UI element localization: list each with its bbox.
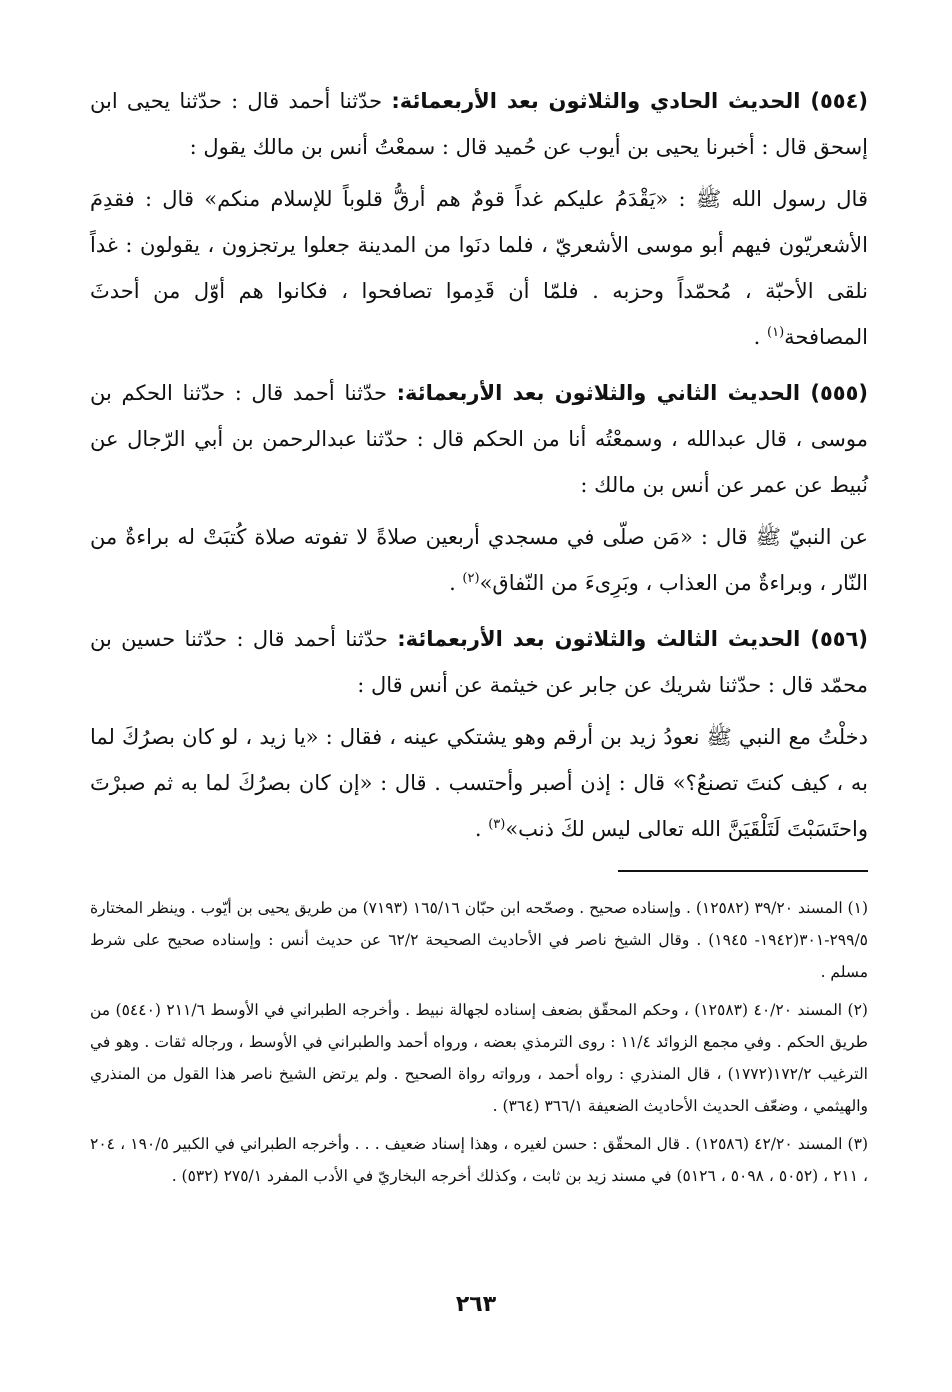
hadith-555 [90, 370, 868, 606]
hadith-554-isnad [90, 78, 868, 170]
hadith-554-isnad-text: حدّثنا أحمد قال : حدّثنا يحيى ابن إسحق قال : أخبرنا يحيى بن أيوب عن حُميد قال : سمعْتُ أنس بن مالك يقول : [90, 89, 868, 159]
hadith-555-isnad [90, 370, 868, 508]
hadith-555-heading: (٥٥٥) الحديث الثاني والثلاثون بعد الأربعمائة: [396, 381, 868, 405]
footnotes [90, 892, 868, 1192]
hadith-556-heading: (٥٥٦) الحديث الثالث والثلاثون بعد الأربعمائة: [397, 627, 868, 651]
hadith-554-matn-text: قال رسول الله ﷺ : «يَقْدَمُ عليكم غداً قومٌ هم أرقُّ قلوباً للإسلام منكم» قال : فقدِمَ الأشعريّون فيهم أبو موسى الأشعريّ ، فلما دنَوا من المدينة جعلوا يرتجزون ، يقولون : غداً نلقى الأحبّة ، مُحمّداً وحزبه . فلمّا أن قَدِموا تصافحوا ، فكانوا هم أوّل من أحدثَ المصافحة [90, 187, 868, 349]
hadith-556-isnad-text: حدّثنا أحمد قال : حدّثنا حسين بن محمّد قال : حدّثنا شريك عن جابر عن خيثمة عن أنس قال : [90, 627, 868, 697]
footnote-ref-1[interactable]: (١) [767, 325, 785, 340]
hadith-554 [90, 78, 868, 360]
hadith-556-matn-text: دخلْتُ مع النبي ﷺ نعودُ زيد بن أرقم وهو يشتكي عينه ، فقال : «يا زيد ، لو كان بصرُكَ لما به ، كيف كنتَ تصنعُ؟» قال : إذن أصبر وأحتسب . قال : «إن كان بصرُكَ لما به ثم صبرْتَ واحتَسَبْتَ لَتَلْقَيَنَّ الله تعالى ليس لكَ ذنب» [90, 725, 868, 841]
hadith-556 [90, 616, 868, 852]
hadith-556-isnad [90, 616, 868, 708]
hadith-555-matn-text: عن النبيّ ﷺ قال : «مَن صلّى في مسجدي أربعين صلاةً لا تفوته صلاة كُتبَتْ له براءةٌ من النّار ، وبراءةٌ من العذاب ، وبَرِىءَ من النّفاق» [90, 525, 868, 595]
hadith-554-matn: قال رسول الله ﷺ : «يَقْدَمُ عليكم غداً قومٌ هم أرقُّ قلوباً للإسلام منكم» قال : فقدِمَ الأشعريّون فيهم أبو موسى الأشعريّ ، فلما دنَوا من المدينة جعلوا يرتجزون ، يقولون : غداً نلقى الأحبّة ، مُحمّداً وحزبه . فلمّا أن قَدِموا تصافحوا ، فكانوا هم أوّل من أحدثَ المصافحة$^{(١)}$ . [90, 187, 868, 349]
page-number: ٢٦٣ [455, 1292, 497, 1317]
footnote-ref-3[interactable]: (٣) [488, 817, 506, 832]
hadith-554-heading: (٥٥٤) الحديث الحادي والثلاثون بعد الأربعمائة: [391, 89, 868, 113]
book-page [90, 78, 868, 1198]
footnote-ref-2[interactable]: (٢) [462, 571, 480, 586]
footnote-3: (٣) المسند ٤٢/٢٠ (١٢٥٨٦) . قال المحقّق : حسن لغيره ، وهذا إسناد ضعيف . . . وأخرجه الطبراني في الكبير ١٩٠/٥ ، ٢٠٤ ، ٢١١ ، (٥٠٥٢ ، ٥٠٩٨ ، ٥١٢٦) في مسند زيد بن ثابت ، وكذلك أخرجه البخاريّ في الأدب المفرد ٢٧٥/١ (٥٣٢) . [90, 1135, 868, 1185]
footnote-2: (٢) المسند ٤٠/٢٠ (١٢٥٨٣) ، وحكم المحقّق بضعف إسناده لجهالة نبيط . وأخرجه الطبراني في الأوسط ٢١١/٦ (٥٤٤٠) من طريق الحكم . وفي مجمع الزوائد ١١/٤ : روى الترمذي بعضه ، ورواه أحمد والطبراني في الأوسط ، ورجاله ثقات . وهو في الترغيب ١٧٢/٢(١٧٧٢) ، قال المنذري : رواه أحمد ، ورواته رواة الصحيح . ولم يرتض الشيخ ناصر هذا القول من المنذري والهيثمي ، وضعّف الحديث الأحاديث الضعيفة ٣٦٦/١ (٣٦٤) . [90, 1001, 868, 1115]
hadith-556-matn: دخلْتُ مع النبي ﷺ نعودُ زيد بن أرقم وهو يشتكي عينه ، فقال : «يا زيد ، لو كان بصرُكَ لما به ، كيف كنتَ تصنعُ؟» قال : إذن أصبر وأحتسب . قال : «إن كان بصرُكَ لما به ثم صبرْتَ واحتَسَبْتَ لَتَلْقَيَنَّ الله تعالى ليس لكَ ذنب»$^{(٣)}$ . [90, 725, 868, 841]
hadith-555-matn: عن النبيّ ﷺ قال : «مَن صلّى في مسجدي أربعين صلاةً لا تفوته صلاة كُتبَتْ له براءةٌ من النّار ، وبراءةٌ من العذاب ، وبَرِىءَ من النّفاق»$^{(٢)}$ . [90, 525, 868, 595]
footnote-1: (١) المسند ٣٩/٢٠ (١٢٥٨٢) . وإسناده صحيح . وصحّحه ابن حبّان ١٦٥/١٦ (٧١٩٣) من طريق يحيى بن أيّوب . وينظر المختارة ٢٩٩/٥-٣٠١(١٩٤٢- ١٩٤٥) . وقال الشيخ ناصر في الأحاديث الصحيحة ٦٢/٢ عن حديث أنس : وإسناده صحيح على شرط مسلم . [90, 899, 868, 981]
hadith-555-isnad-text: حدّثنا أحمد قال : حدّثنا الحكم بن موسى ، قال عبدالله ، وسمعْتُه أنا من الحكم قال : حدّثنا عبدالرحمن بن أبي الرّجال عن نُبيط عن عمر عن أنس بن مالك : [90, 381, 868, 497]
footnote-separator [618, 870, 868, 872]
